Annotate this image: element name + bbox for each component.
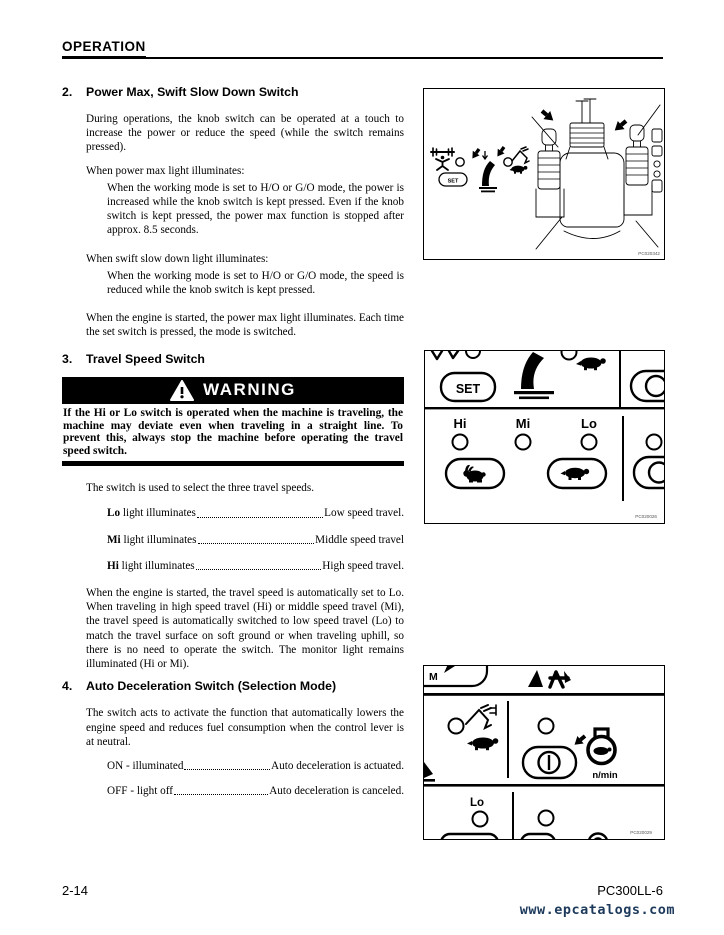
list-item-hi xyxy=(107,559,404,573)
panel-divider xyxy=(424,693,664,696)
indicator-light xyxy=(539,811,554,826)
dot-leader xyxy=(174,794,268,795)
indented-paragraph: When the working mode is set to H/O or G/O mode, the speed is reduced while the knob switch is kept pressed. xyxy=(107,269,404,297)
warning-triangle-icon xyxy=(170,380,194,401)
label-lo: Lo xyxy=(469,797,485,809)
item-term: Mi light illuminates xyxy=(107,533,197,546)
item-term: OFF - light off xyxy=(107,785,173,798)
page-header xyxy=(62,38,663,58)
indicator-light-hi xyxy=(453,435,468,450)
section-3-heading xyxy=(62,352,404,367)
section-number: 2. xyxy=(62,85,73,99)
cropped-button xyxy=(634,457,664,488)
figure-code: PC020026 xyxy=(635,514,657,519)
cab-line-drawing xyxy=(532,99,662,249)
arrow-icon xyxy=(611,117,629,134)
paragraph: The switch acts to activate the function that automatically lowers the engine speed and reduces fuel consumption when the control lever is at neutral. xyxy=(86,707,404,748)
paragraph: The switch is used to select the three travel speeds. xyxy=(86,482,315,495)
arrow-icon xyxy=(571,732,588,748)
excavator-arm-icon xyxy=(466,705,496,728)
paragraph: When the engine is started, the power max light illuminates. Each time the set switch is pressed, the mode is switched. xyxy=(86,312,404,339)
label-line: When power max light illuminates: xyxy=(86,164,245,177)
panel-divider xyxy=(425,407,664,409)
text-column xyxy=(62,85,404,810)
item-desc: Auto deceleration is canceled. xyxy=(269,785,404,798)
indicator-light-lo xyxy=(582,435,597,450)
arrow-icon xyxy=(494,145,507,159)
cropped-button xyxy=(631,371,664,401)
excavator-arm-icon xyxy=(512,147,529,163)
arrow-icon xyxy=(444,666,455,673)
figure-cab-overview xyxy=(423,88,665,260)
indicator-light xyxy=(466,351,480,358)
section-number: 3. xyxy=(62,351,73,366)
dot-leader xyxy=(184,769,270,770)
item-desc: Low speed travel. xyxy=(324,507,404,520)
indented-paragraph: When the working mode is set to H/O or G/O mode, the power is increased while the knob switch is kept pressed. Even if the knob switch is kept pressed, the power max function is stopped after approx. 8.5 seconds. xyxy=(107,181,404,237)
warning-title: WARNING xyxy=(203,380,296,400)
turtle-icon xyxy=(510,166,528,174)
section-4-heading xyxy=(62,679,404,694)
item-term: ON - illuminated xyxy=(107,759,184,772)
indicator-light xyxy=(539,719,554,734)
indicator-light xyxy=(473,812,488,827)
paragraph: When the engine is started, the travel speed is automatically set to Lo. When traveling in high speed travel (Hi) or middle speed travel (Mi), the travel speed is automatically switched to low speed travel (Lo) to match the travel surface on soft ground or when traveling uphill, so there is no need to operate the switch. The monitor light remains illuminated (Hi or Mi). xyxy=(86,587,404,671)
rabbit-button xyxy=(446,459,504,488)
right-panel xyxy=(652,129,662,192)
panel-divider xyxy=(424,784,664,787)
section-title: Travel Speed Switch xyxy=(86,351,205,366)
section-title: Power Max, Swift Slow Down Switch xyxy=(86,85,299,99)
list-item-on xyxy=(107,759,404,773)
set-button xyxy=(439,173,467,186)
rabbit-icon xyxy=(463,465,485,483)
warning-bottom-bar xyxy=(62,461,404,466)
dot-leader xyxy=(196,569,322,570)
list-item-off xyxy=(107,784,404,798)
weightlifter-icon xyxy=(432,351,458,359)
item-term: Hi light illuminates xyxy=(107,559,195,572)
watermark-link[interactable]: www.epcatalogs.com xyxy=(519,902,675,918)
figure-code: PC020342 xyxy=(638,251,660,256)
list-item-lo xyxy=(107,506,404,520)
indicator-light-mi xyxy=(516,435,531,450)
figure-auto-decel-panel xyxy=(423,665,665,840)
power-max-icon xyxy=(431,148,454,170)
engine-speed-gauge-icon xyxy=(588,729,615,764)
section-title: Auto Deceleration Switch (Selection Mode) xyxy=(86,679,337,694)
label-line: When swift slow down light illuminates: xyxy=(86,252,269,265)
seat-outline xyxy=(560,153,624,239)
joystick-right xyxy=(624,125,652,215)
set-button xyxy=(441,373,495,401)
power-switch-button xyxy=(523,747,576,778)
arrow-icon xyxy=(469,147,482,161)
indicator-light xyxy=(504,158,512,166)
model-number: PC300LL-6 xyxy=(597,883,663,898)
label-mi: Mi xyxy=(515,416,531,431)
header-title: OPERATION xyxy=(62,39,146,58)
warning-box xyxy=(62,377,404,467)
item-desc: Auto deceleration is actuated. xyxy=(271,759,404,772)
turtle-button xyxy=(548,459,606,488)
cropped-lever xyxy=(424,762,435,782)
turtle-icon xyxy=(561,468,590,480)
indicator-light xyxy=(562,351,577,360)
list-item-mi xyxy=(107,533,404,547)
arrow-icon xyxy=(539,107,557,124)
cropped-buttons xyxy=(441,834,608,840)
mode-icons xyxy=(528,670,571,687)
warning-text: If the Hi or Lo switch is operated when the machine is traveling, the machine may deviate even when traveling in a straight line. To prevent this, always stop the machine before operating the travel speed switch. xyxy=(63,406,403,458)
label-lo: Lo xyxy=(581,416,597,431)
section-number: 4. xyxy=(62,679,73,694)
item-desc: High speed travel. xyxy=(322,559,404,572)
page-footer xyxy=(62,883,663,898)
section-2-heading xyxy=(62,85,404,100)
indicator-light xyxy=(456,158,464,166)
warning-header xyxy=(62,377,404,404)
indicator-light xyxy=(647,435,662,450)
dot-leader xyxy=(198,543,315,544)
item-term: Lo light illuminates xyxy=(107,507,196,520)
label-nmin: n/min xyxy=(592,770,618,781)
paragraph: During operations, the knob switch can be operated at a touch to increase the power or reduce the speed (while the switch remains pressed). xyxy=(86,113,404,154)
header-rule xyxy=(62,57,663,59)
figure-travel-speed-panel xyxy=(424,350,665,524)
page-number: 2-14 xyxy=(62,883,89,898)
item-desc: Middle speed travel xyxy=(315,533,404,546)
label-m: M xyxy=(429,671,438,683)
label-hi: Hi xyxy=(453,416,467,431)
knob-lever-icon xyxy=(514,352,554,399)
figure-code: PC020029 xyxy=(630,830,652,835)
dot-leader xyxy=(197,517,323,518)
svg-text:SET: SET xyxy=(447,178,459,185)
indicator-light xyxy=(449,719,464,734)
turtle-icon xyxy=(576,358,606,371)
knob-lever-icon xyxy=(479,151,497,192)
svg-text:SET: SET xyxy=(455,382,481,396)
turtle-icon xyxy=(467,738,498,751)
